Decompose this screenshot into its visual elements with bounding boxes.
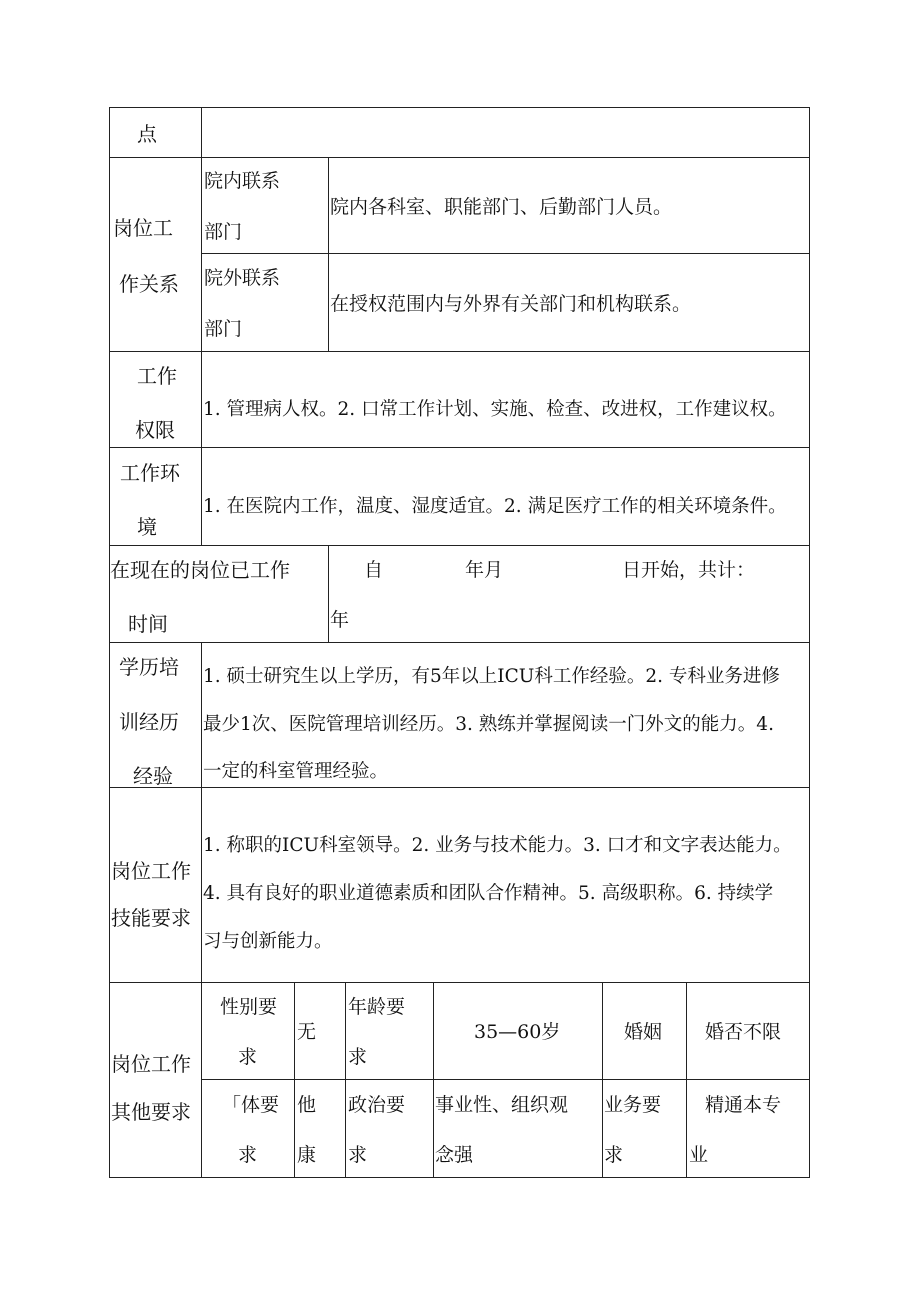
other-label-line2: 其他要求 xyxy=(111,1100,191,1124)
tenure-year-month: 年月 xyxy=(465,559,504,581)
age-label-line2: 求 xyxy=(348,1046,368,1068)
row-divider xyxy=(109,157,810,158)
education-line1: 1. 硕士研究生以上学历，有5年以上ICU科工作经验。2. 专科业务进修 xyxy=(203,666,780,687)
external-contact-label-line1: 院外联系 xyxy=(204,267,281,289)
health-value-line2: 康 xyxy=(297,1144,317,1166)
business-value-line2: 业 xyxy=(689,1144,709,1166)
internal-contact-label-line1: 院内联系 xyxy=(204,170,281,192)
business-value-line1: 精通本专 xyxy=(705,1094,782,1116)
table-border-right xyxy=(809,107,810,1178)
skills-label-line1: 岗位工作 xyxy=(111,859,191,883)
skills-line3: 习与创新能力。 xyxy=(203,931,333,952)
internal-contact-value: 院内各科室、职能部门、后勤部门人员。 xyxy=(330,196,673,218)
table-border-bottom xyxy=(109,1177,810,1178)
gender-value: 无 xyxy=(297,1021,317,1043)
other-col-divider xyxy=(345,982,346,1178)
label-column-divider xyxy=(201,642,202,1178)
label-column-divider xyxy=(201,107,202,545)
row-divider xyxy=(109,351,810,352)
other-col-divider xyxy=(433,982,434,1178)
environment-label-line2: 境 xyxy=(137,515,157,539)
business-label-line2: 求 xyxy=(604,1144,624,1166)
other-label-line1: 岗位工作 xyxy=(111,1052,191,1076)
row-divider xyxy=(201,1079,810,1080)
education-label-line3: 经验 xyxy=(133,764,173,788)
politics-value-line2: 念强 xyxy=(435,1144,474,1166)
external-contact-label-line2: 部门 xyxy=(204,318,243,340)
tenure-label-line1: 在现在的岗位已工作 xyxy=(110,558,290,582)
row-divider xyxy=(109,787,810,788)
health-label-line1: 「体要 xyxy=(222,1094,280,1116)
marriage-value: 婚否不限 xyxy=(705,1021,782,1043)
age-label-line1: 年龄要 xyxy=(348,996,406,1018)
skills-label-line2: 技能要求 xyxy=(111,906,191,930)
other-col-divider xyxy=(602,982,603,1178)
health-label-line2: 求 xyxy=(238,1144,258,1166)
table-border-left xyxy=(109,107,110,1178)
authority-value: 1. 管理病人权。2. 口常工作计划、实施、检查、改进权，工作建议权。 xyxy=(203,399,787,420)
education-label-line1: 学历培 xyxy=(119,655,179,679)
education-line3: 一定的科室管理经验。 xyxy=(203,761,389,782)
row-divider xyxy=(201,253,810,254)
internal-contact-label-line2: 部门 xyxy=(204,221,243,243)
tenure-day-start: 日开始，共计： xyxy=(622,559,756,581)
age-value: 35—60岁 xyxy=(474,1021,561,1043)
other-col-divider xyxy=(686,982,687,1178)
other-col-divider xyxy=(294,982,295,1178)
table-border-top xyxy=(109,107,810,108)
gender-label-line1: 性别要 xyxy=(220,996,278,1018)
tenure-label-line2: 时间 xyxy=(128,612,168,636)
environment-value: 1. 在医院内工作，温度、湿度适宜。2. 满足医疗工作的相关环境条件。 xyxy=(203,496,787,517)
environment-label-line1: 工作环 xyxy=(120,461,180,485)
external-contact-value: 在授权范围内与外界有关部门和机构联系。 xyxy=(330,293,692,315)
tenure-from: 自 xyxy=(364,559,384,581)
business-label-line1: 业务要 xyxy=(604,1094,662,1116)
relations-column-divider xyxy=(328,157,329,351)
tenure-column-divider xyxy=(328,545,329,642)
tenure-years: 年 xyxy=(330,609,350,631)
row-divider xyxy=(109,545,810,546)
politics-label-line2: 求 xyxy=(348,1144,368,1166)
row-divider xyxy=(109,642,810,643)
education-line2: 最少1次、医院管理培训经历。3. 熟练并掌握阅读一门外文的能力。4. xyxy=(203,714,774,735)
skills-line2: 4. 具有良好的职业道德素质和团队合作精神。5. 高级职称。6. 持续学 xyxy=(203,883,774,904)
marriage-label: 婚姻 xyxy=(624,1021,663,1043)
education-label-line2: 训经历 xyxy=(119,710,179,734)
politics-value-line1: 事业性、组织观 xyxy=(435,1094,569,1116)
relations-label-line1: 岗位工 xyxy=(113,216,173,240)
relations-label-line2: 作关系 xyxy=(119,272,179,296)
health-value-line1: 他 xyxy=(297,1094,317,1116)
row-divider xyxy=(109,447,810,448)
authority-label-line2: 权限 xyxy=(135,418,175,442)
row-divider xyxy=(109,982,810,983)
location-label: 点 xyxy=(137,122,157,146)
gender-label-line2: 求 xyxy=(238,1046,258,1068)
politics-label-line1: 政治要 xyxy=(348,1094,406,1116)
skills-line1: 1. 称职的ICU科室领导。2. 业务与技术能力。3. 口才和文字表达能力。 xyxy=(203,835,792,856)
authority-label-line1: 工作 xyxy=(137,364,177,388)
